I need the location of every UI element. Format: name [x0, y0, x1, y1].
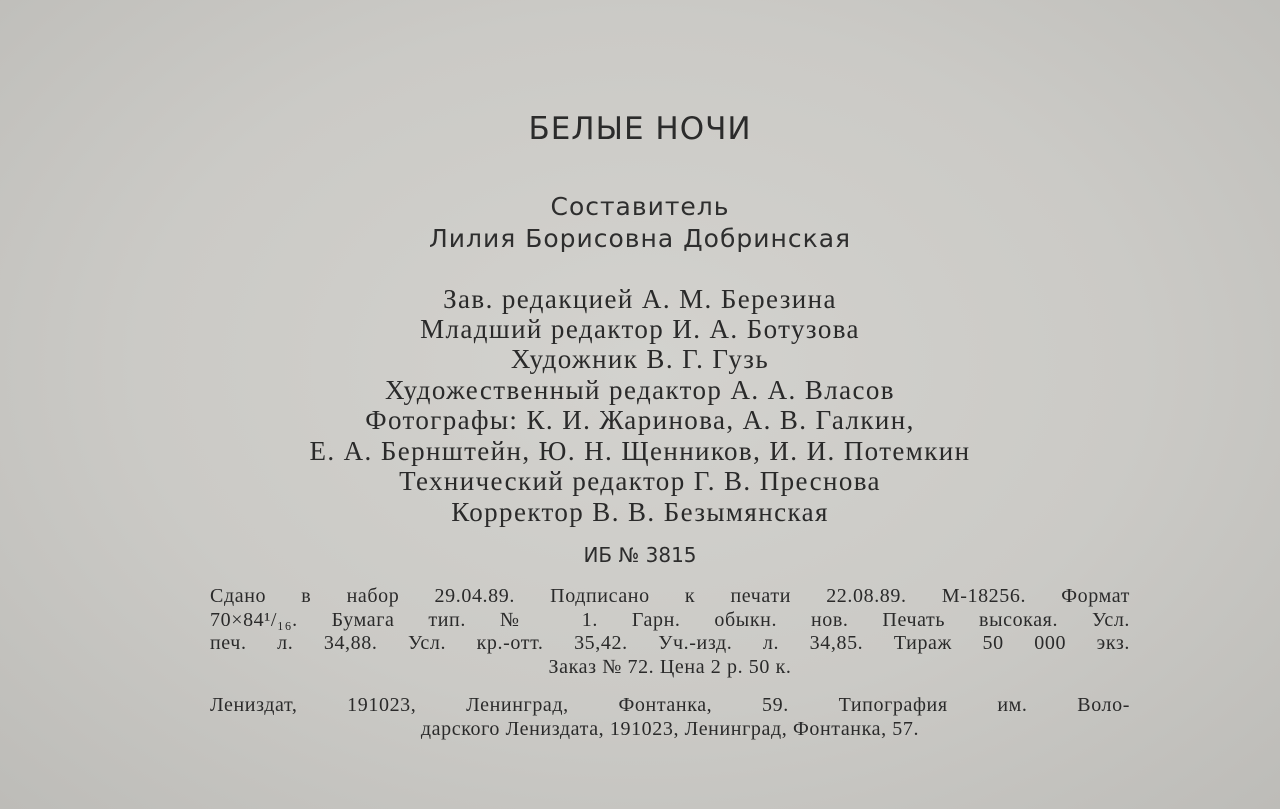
- compiler-name: Лилия Борисовна Добринская: [428, 224, 852, 253]
- credit-line: Фотографы: К. И. Жаринова, А. В. Галкин,: [365, 405, 915, 435]
- print-details-line: 70×84¹/₁₆. Бумага тип. № 1. Гарн. обыкн. нов. Печать высокая. Усл.: [210, 609, 1130, 631]
- publisher-details-line: дарского Лениздата, 191023, Ленинград, Фонтанка, 57.: [420, 718, 920, 740]
- publisher-details-line: Лениздат, 191023, Ленинград, Фонтанка, 59. Типография им. Воло-: [210, 694, 1130, 716]
- credit-line: Корректор В. В. Безымянская: [451, 497, 829, 527]
- compiler-label: Составитель: [550, 192, 730, 221]
- credit-line: Е. А. Бернштейн, Ю. Н. Щенников, И. И. Потемкин: [309, 436, 971, 466]
- credit-line: Художественный редактор А. А. Власов: [385, 375, 895, 405]
- credit-line: Младший редактор И. А. Ботузова: [420, 314, 860, 344]
- credit-line: Зав. редакцией А. М. Березина: [443, 284, 837, 314]
- ib-number: ИБ № 3815: [583, 543, 697, 567]
- credit-line: Художник В. Г. Гузь: [510, 344, 770, 374]
- print-details-line: печ. л. 34,88. Усл. кр.-отт. 35,42. Уч.-изд. л. 34,85. Тираж 50 000 экз.: [210, 632, 1130, 654]
- print-details-line: Заказ № 72. Цена 2 р. 50 к.: [548, 656, 792, 678]
- print-details-line: Сдано в набор 29.04.89. Подписано к печати 22.08.89. М-18256. Формат: [210, 585, 1130, 607]
- credit-line: Технический редактор Г. В. Преснова: [399, 466, 881, 496]
- book-title: БЕЛЫЕ НОЧИ: [528, 111, 752, 147]
